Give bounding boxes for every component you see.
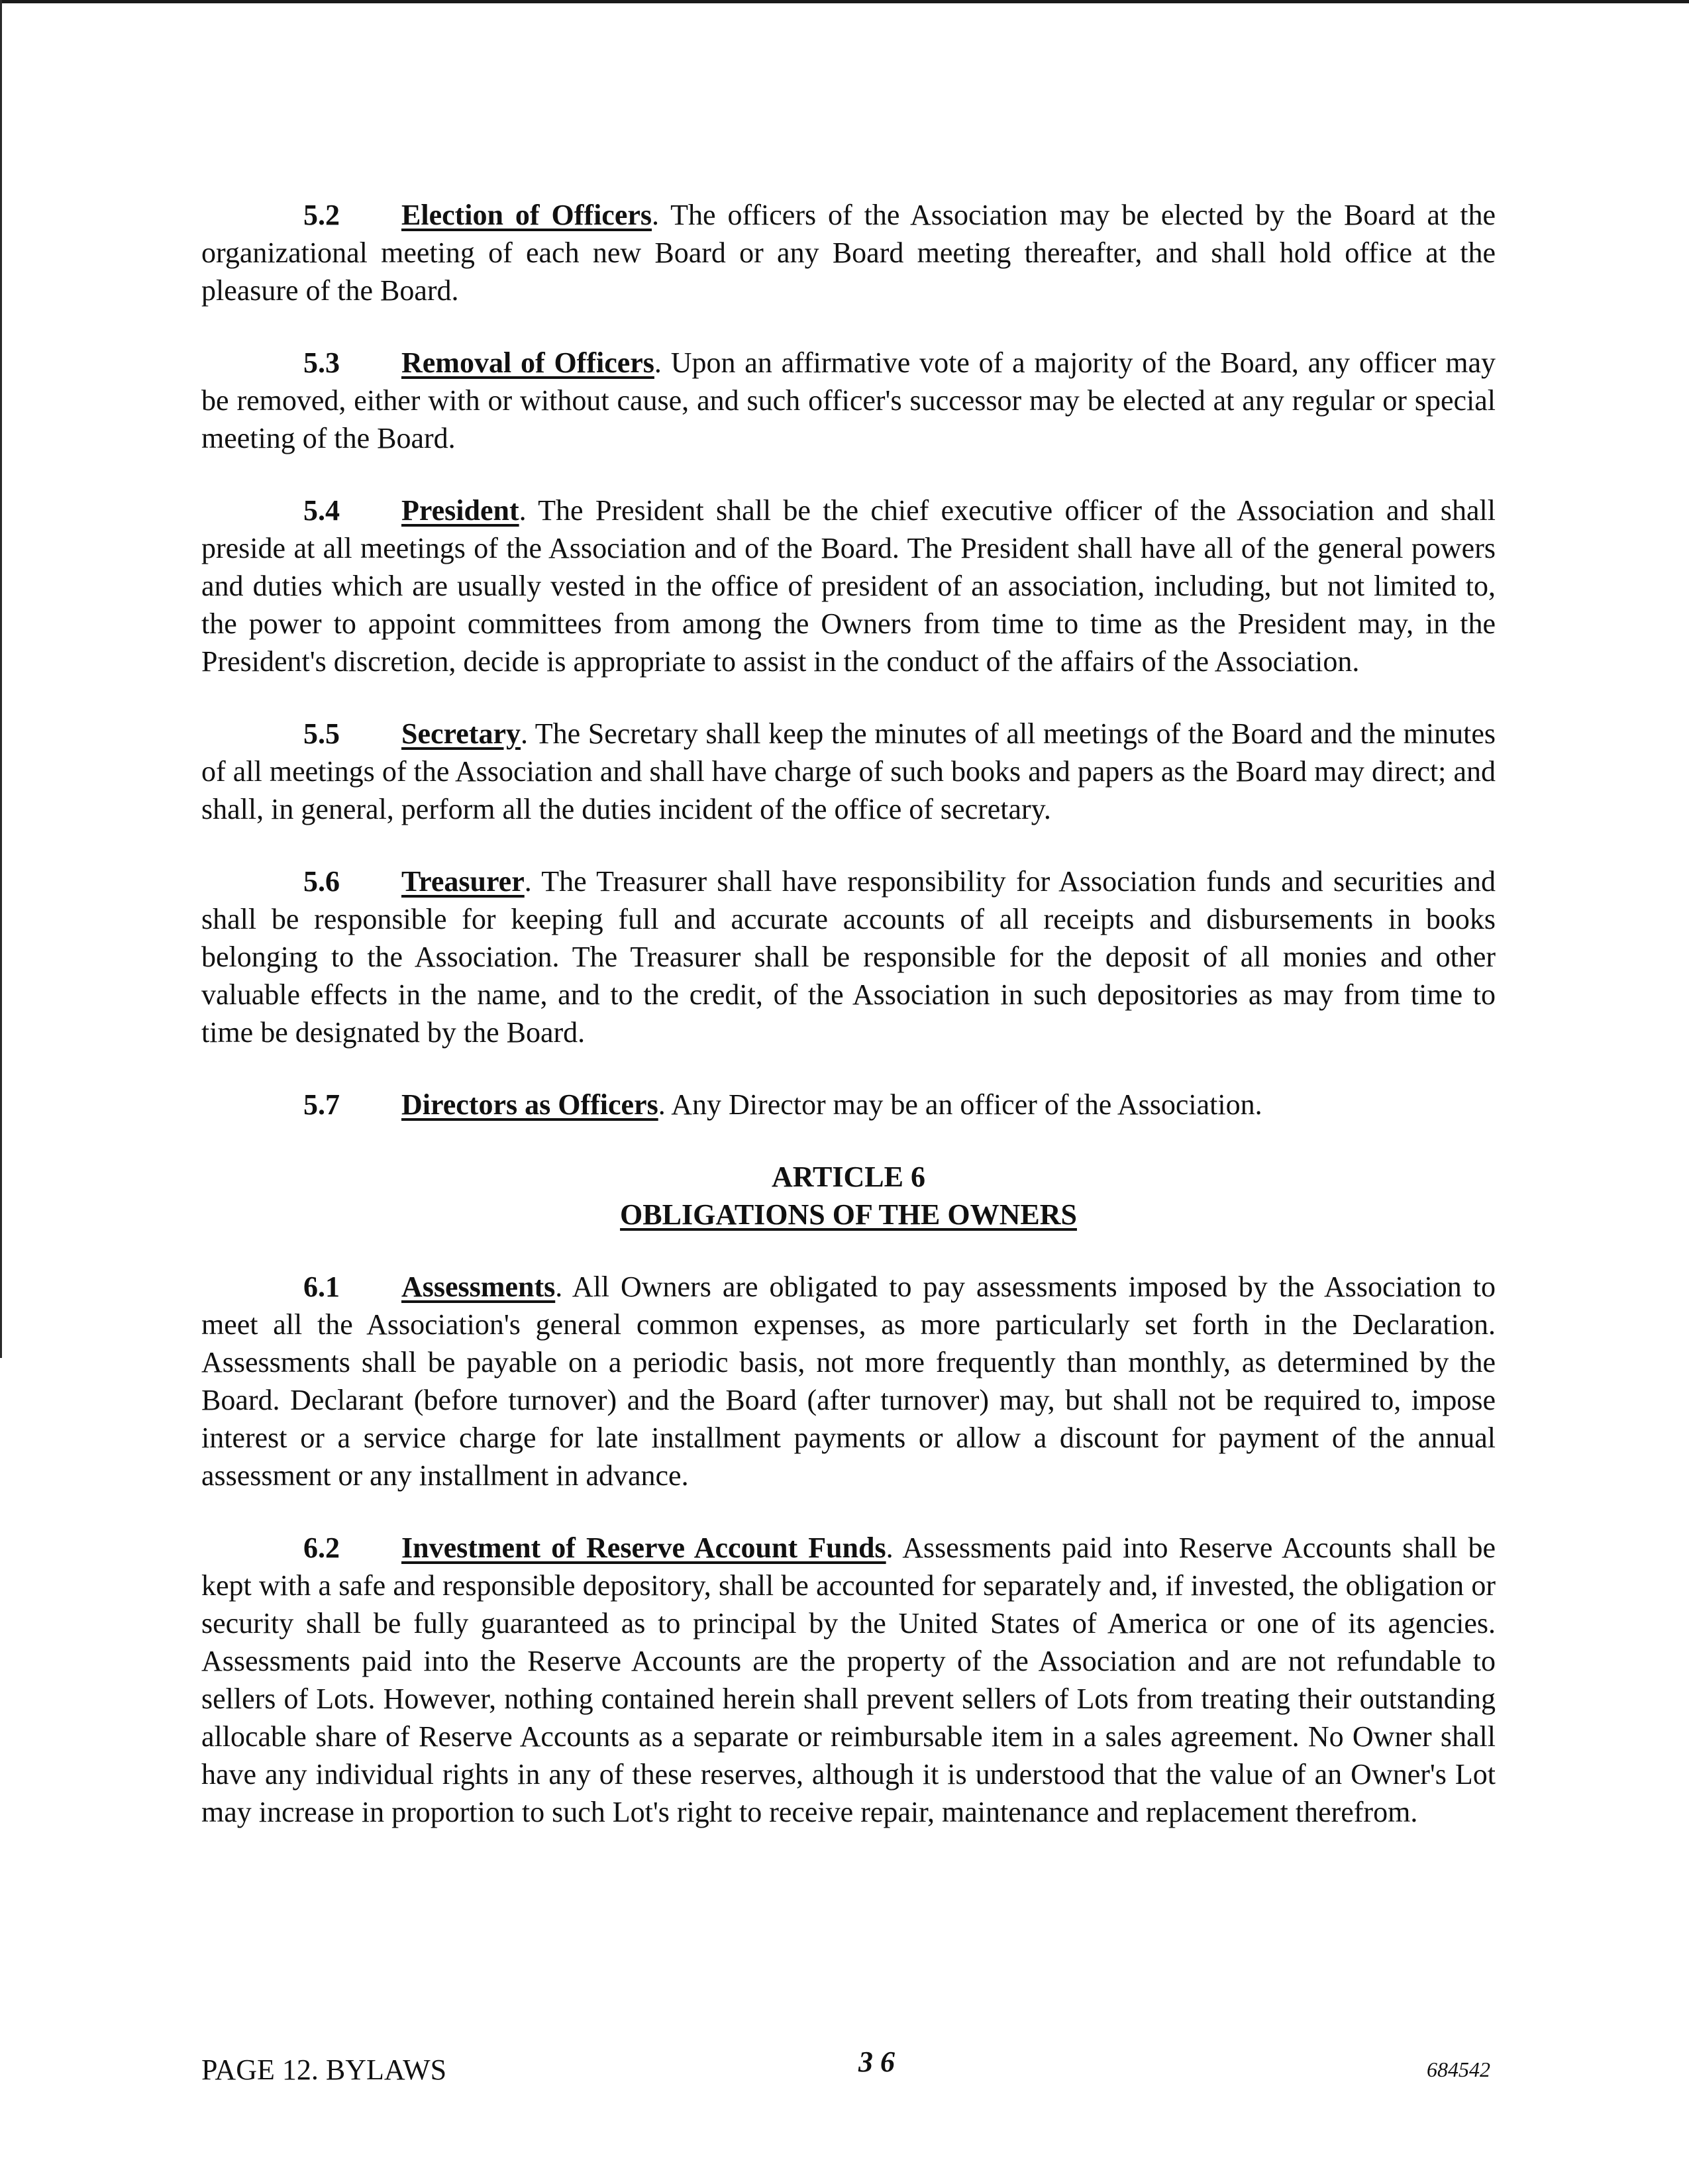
- section-text: . Upon an affirmative vote of a majority of the Board, any officer may be removed, either with or without cause, and such officer's successor may be elected at any regular or special meeting of the Board.: [201, 346, 1496, 454]
- section-text: . The Secretary shall keep the minutes of all meetings of the Board and the minutes of all meetings of the Association and shall have charge of such books and papers as the Board may direct; and shall, in general, perform all the duties incident of the office of secretary.: [201, 717, 1496, 825]
- article-heading-block: [201, 1158, 1496, 1233]
- section-5-7: [201, 1086, 1496, 1123]
- section-5-6: [201, 862, 1496, 1051]
- section-text: . All Owners are obligated to pay assessments imposed by the Association to meet all the Association's general common expenses, as more particularly set forth in the Declaration. Assessments shall be payable on a periodic basis, not more frequently than monthly, as determined by the Board. Declarant (before turnover) and the Board (after turnover) may, but shall not be required to, impose interest or a service charge for late installment payments or allow a discount for payment of the annual assessment or any installment in advance.: [201, 1271, 1496, 1492]
- scan-edge-top: [0, 0, 1689, 3]
- section-title: Investment of Reserve Account Funds: [401, 1532, 886, 1564]
- section-title: Election of Officers: [401, 199, 652, 231]
- section-number: 5.5: [303, 717, 340, 750]
- footer-handwritten-number: 3 6: [858, 2046, 895, 2078]
- section-number: 5.4: [303, 494, 340, 527]
- footer-document-number: 684542: [1427, 2057, 1490, 2081]
- section-text: . The Treasurer shall have responsibility for Association funds and securities and shall be responsible for keeping full and accurate accounts of all receipts and disbursements in books belonging to the Association. The Treasurer shall be responsible for the deposit of all monies and other valuable effects in the name, and to the credit, of the Association in such depositories as may from time to time be designated by the Board.: [201, 865, 1496, 1049]
- section-number: 5.7: [303, 1088, 340, 1121]
- section-title: Assessments: [401, 1271, 556, 1303]
- section-6-1: [201, 1268, 1496, 1494]
- section-number: 6.1: [303, 1271, 340, 1303]
- section-text: . Assessments paid into Reserve Accounts shall be kept with a safe and responsible depository, shall be accounted for separately and, if invested, the obligation or security shall be fully guaranteed as to principal by the United States of America or one of its agencies. Assessments paid into the Reserve Accounts are the property of the Association and are not refundable to sellers of Lots. However, nothing contained herein shall prevent sellers of Lots from treating their outstanding allocable share of Reserve Accounts as a separate or reimbursable item in a sales agreement. No Owner shall have any individual rights in any of these reserves, although it is understood that the value of an Owner's Lot may increase in proportion to such Lot's right to receive repair, maintenance and replacement therefrom.: [201, 1532, 1496, 1828]
- section-5-3: [201, 344, 1496, 457]
- section-text: . The President shall be the chief executive officer of the Association and shall preside at all meetings of the Association and of the Board. The President shall have all of the general powers and duties which are usually vested in the office of president of an association, including, but not limited to, the power to appoint committees from among the Owners from time to time as the President may, in the President's discretion, decide is appropriate to assist in the conduct of the affairs of the Association.: [201, 494, 1496, 678]
- footer-page-label: PAGE 12. BYLAWS: [201, 2054, 447, 2086]
- section-title: Treasurer: [401, 865, 525, 898]
- article-heading: ARTICLE 6: [772, 1161, 925, 1193]
- section-number: 6.2: [303, 1532, 340, 1564]
- section-text: . Any Director may be an officer of the Association.: [658, 1088, 1262, 1121]
- scan-edge-left: [0, 0, 2, 1358]
- section-title: Removal of Officers: [401, 346, 654, 379]
- section-title: President: [401, 494, 519, 527]
- section-5-4: [201, 492, 1496, 680]
- section-5-5: [201, 715, 1496, 828]
- document-body: [201, 196, 1496, 1865]
- section-text: . The officers of the Association may be elected by the Board at the organizational meeting of each new Board or any Board meeting thereafter, and shall hold office at the pleasure of the Board.: [201, 199, 1496, 307]
- section-5-2: [201, 196, 1496, 309]
- section-title: Secretary: [401, 717, 521, 750]
- section-number: 5.3: [303, 346, 340, 379]
- section-number: 5.2: [303, 199, 340, 231]
- article-subheading: OBLIGATIONS OF THE OWNERS: [620, 1198, 1077, 1231]
- section-number: 5.6: [303, 865, 340, 898]
- section-6-2: [201, 1529, 1496, 1831]
- section-title: Directors as Officers: [401, 1088, 658, 1121]
